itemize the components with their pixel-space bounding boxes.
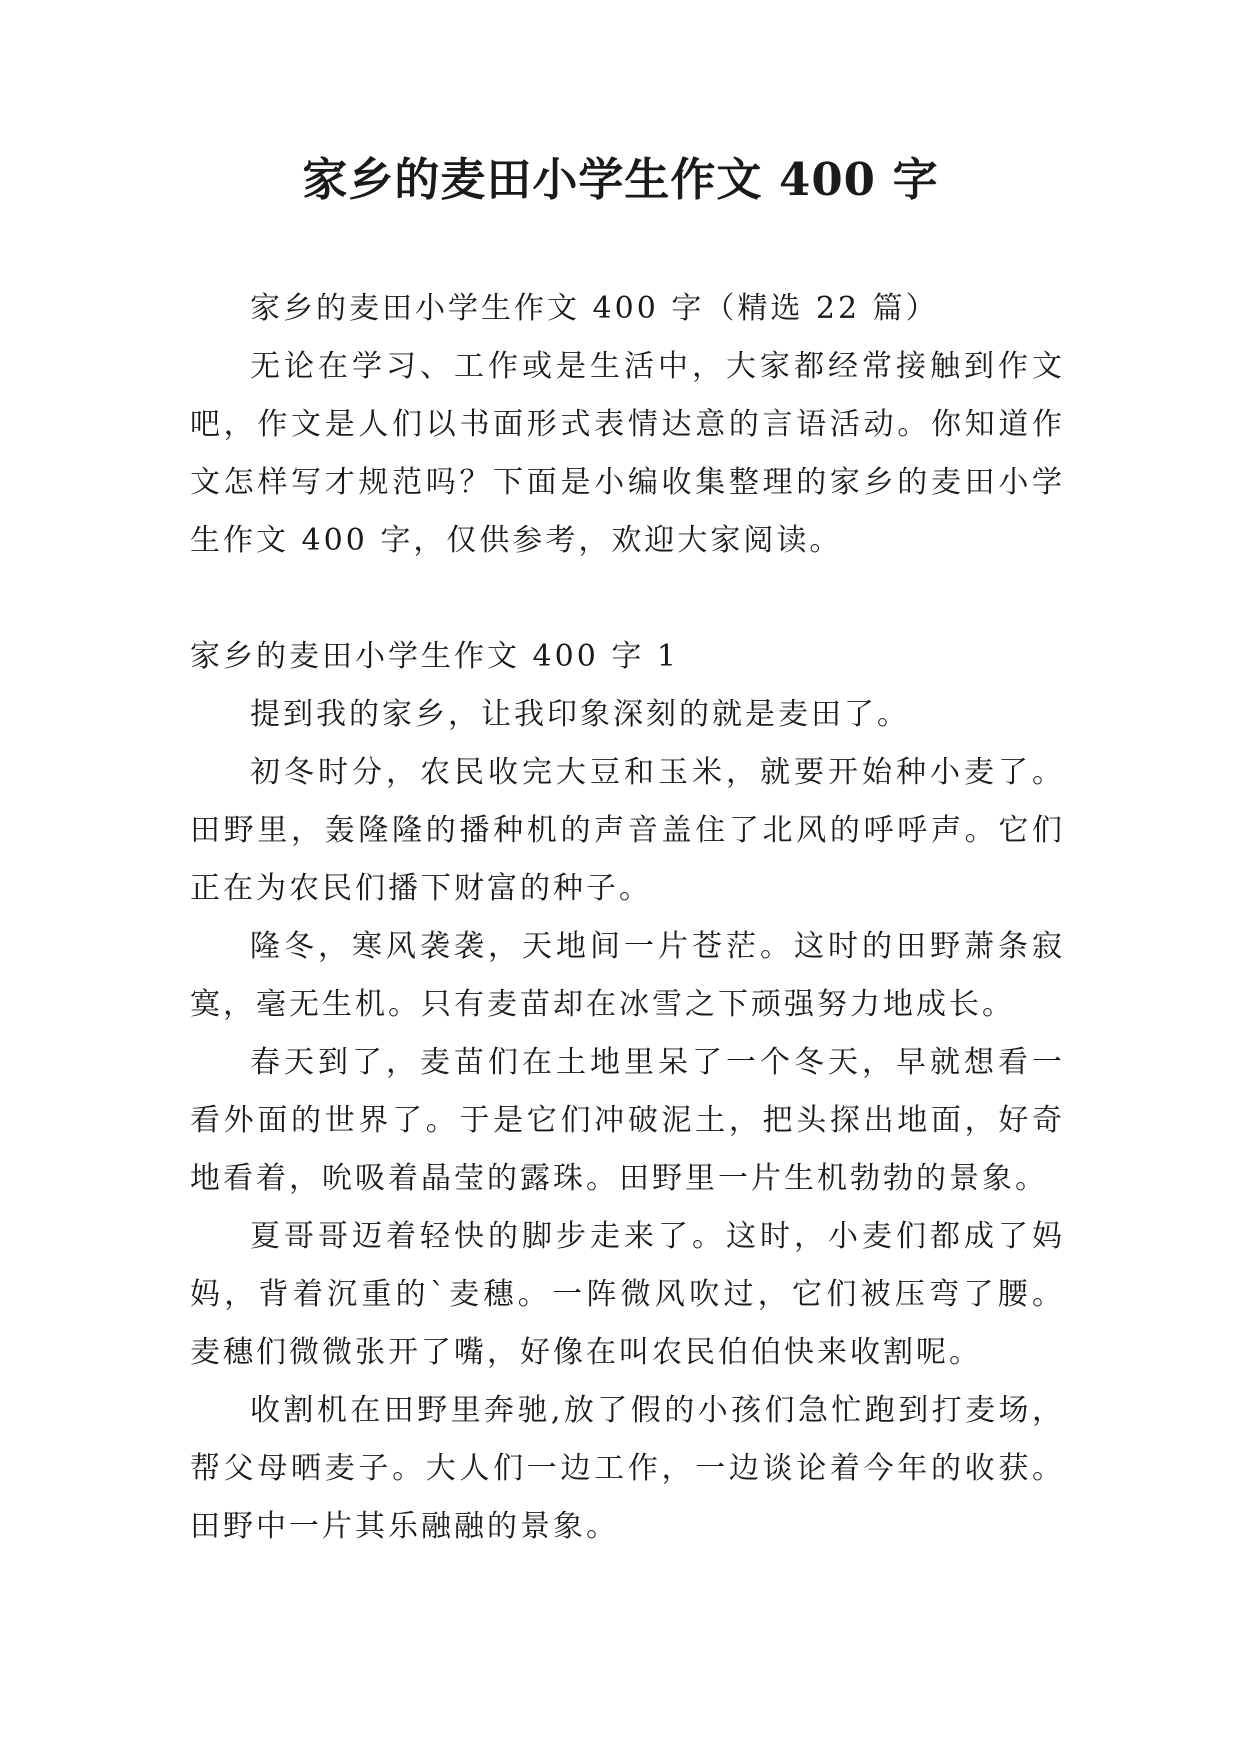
body-paragraph-2: 初冬时分，农民收完大豆和玉米，就要开始种小麦了。田野里，轰隆隆的播种机的声音盖住了北风的呼呼声。它们正在为农民们播下财富的种子。 <box>190 755 1065 906</box>
subtitle-paragraph: 家乡的麦田小学生作文 400 字（精选 22 篇） <box>250 291 939 326</box>
document-title: 家乡的麦田小学生作文 400 字 <box>302 153 939 206</box>
document-body <box>190 280 1065 1556</box>
body-paragraph-5: 夏哥哥迈着轻快的脚步走来了。这时，小麦们都成了妈妈，背着沉重的`麦穗。一阵微风吹过，它们被压弯了腰。麦穗们微微张开了嘴，好像在叫农民伯伯快来收割呢。 <box>190 1219 1065 1370</box>
intro-paragraph: 无论在学习、工作或是生活中，大家都经常接触到作文吧，作文是人们以书面形式表情达意的言语活动。你知道作文怎样写才规范吗？下面是小编收集整理的家乡的麦田小学生作文 400 字，仅供参考，欢迎大家阅读。 <box>190 349 1065 558</box>
section-heading: 家乡的麦田小学生作文 400 字 1 <box>190 639 679 674</box>
body-paragraph-1: 提到我的家乡，让我印象深刻的就是麦田了。 <box>250 697 910 732</box>
body-paragraph-4: 春天到了，麦苗们在土地里呆了一个冬天，早就想看一看外面的世界了。于是它们冲破泥土，把头探出地面，好奇地看着，吮吸着晶莹的露珠。田野里一片生机勃勃的景象。 <box>190 1045 1065 1196</box>
body-paragraph-3: 隆冬，寒风袭袭，天地间一片苍茫。这时的田野萧条寂寞，毫无生机。只有麦苗却在冰雪之下顽强努力地成长。 <box>190 929 1065 1022</box>
body-paragraph-6: 收割机在田野里奔驰,放了假的小孩们急忙跑到打麦场，帮父母晒麦子。大人们一边工作，一边谈论着今年的收获。田野中一片其乐融融的景象。 <box>190 1393 1065 1544</box>
